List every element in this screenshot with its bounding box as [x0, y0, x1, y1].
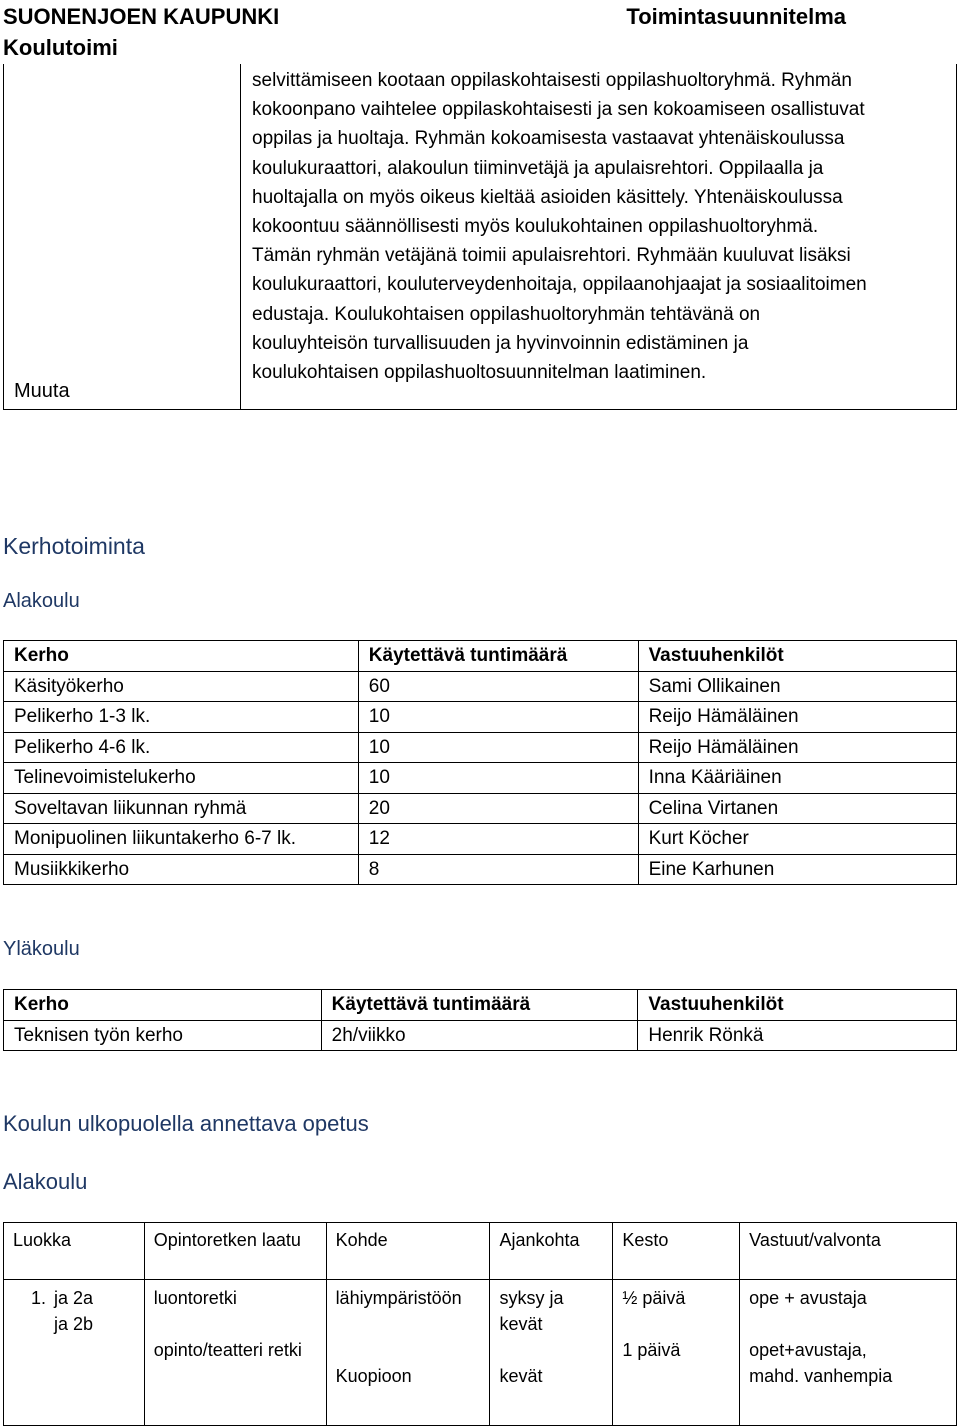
table-row — [4, 702, 957, 733]
table-header-row — [4, 641, 957, 672]
table-cell: Teknisen työn kerho — [4, 1020, 322, 1051]
table-cell: 60 — [358, 671, 638, 702]
muuta-line: selvittämiseen kootaan oppilaskohtaisesti oppilashuoltoryhmä. Ryhmän — [252, 70, 852, 91]
table-cell: 10 — [358, 763, 638, 794]
column-header: Luokka — [4, 1223, 145, 1280]
cell-line: ope + avustaja — [749, 1288, 867, 1308]
subsection-title-ylakoulu: Yläkoulu — [3, 938, 80, 960]
table-cell: Henrik Rönkä — [638, 1020, 957, 1051]
column-header: Ajankohta — [490, 1223, 613, 1280]
cell-line: ½ päivä — [622, 1288, 686, 1308]
column-header: Kerho — [4, 641, 359, 672]
table-cell-kohde — [326, 1280, 490, 1426]
table-cell-kesto — [613, 1280, 740, 1426]
table-row — [4, 793, 957, 824]
table-cell-vastuut — [740, 1280, 957, 1426]
table-cell: 10 — [358, 702, 638, 733]
table-row — [4, 732, 957, 763]
muuta-label: Muuta — [14, 380, 70, 402]
muuta-line: kokoonpano vaihtelee oppilaskohtaisesti ja sen kokoamiseen osallistuvat — [252, 99, 865, 121]
cell-line: Kuopioon — [335, 1366, 412, 1386]
muuta-line: Tämän ryhmän vetäjänä toimii apulaisrehtori. Ryhmään kuuluvat lisäksi — [252, 245, 851, 267]
muuta-label-cell — [4, 64, 241, 410]
cell-line: syksy ja kevät — [499, 1288, 564, 1334]
cell-line: opinto/teatteri retki — [153, 1340, 302, 1360]
table-cell: 12 — [358, 824, 638, 855]
table-cell-ajankohta — [490, 1280, 613, 1426]
muuta-text-cell — [241, 64, 957, 410]
column-header: Kerho — [4, 990, 322, 1021]
table-cell: 8 — [358, 854, 638, 885]
table-cell: Reijo Hämäläinen — [638, 702, 956, 733]
table-cell: Pelikerho 1-3 lk. — [4, 702, 359, 733]
table-header-row — [4, 1223, 957, 1280]
table-cell: 20 — [358, 793, 638, 824]
table-row — [4, 854, 957, 885]
table-cell: Musiikkikerho — [4, 854, 359, 885]
column-header: Vastuuhenkilöt — [638, 641, 956, 672]
luokka-class: ja 2b — [54, 1314, 94, 1334]
table-row — [4, 824, 957, 855]
cell-line: lähiympäristöön — [335, 1288, 462, 1308]
muuta-line: kouluyhteisön turvallisuuden ja hyvinvoinnin edistäminen ja — [252, 332, 749, 354]
muuta-line: huoltajalla on myös oikeus kieltää asioiden käsittely. Yhtenäiskoulussa — [252, 186, 843, 208]
table-row — [4, 671, 957, 702]
column-header: Kohde — [326, 1223, 490, 1280]
subsection-title-alakoulu: Alakoulu — [3, 590, 80, 612]
table-cell: 10 — [358, 732, 638, 763]
luokka-number: 1. — [30, 1288, 46, 1308]
ulkopuolella-table — [3, 1222, 957, 1426]
table-cell: Reijo Hämäläinen — [638, 732, 956, 763]
column-header: Vastuuhenkilöt — [638, 990, 957, 1021]
column-header: Käytettävä tuntimäärä — [321, 990, 638, 1021]
table-cell: 2h/viikko — [321, 1020, 638, 1051]
muuta-line: edustaja. Koulukohtaisen oppilashuoltoryhmän tehtävänä on — [252, 303, 761, 325]
section-title-kerhotoiminta: Kerhotoiminta — [3, 533, 145, 559]
table-cell: Sami Ollikainen — [638, 671, 956, 702]
table-header-row — [4, 990, 957, 1021]
header-doc-type: Toimintasuunnitelma — [626, 4, 846, 29]
muuta-line: koulukohtaisen oppilashuoltosuunnitelman laatiminen. — [252, 362, 707, 384]
table-row — [4, 1280, 957, 1426]
cell-line: luontoretki — [153, 1288, 237, 1308]
table-cell: Monipuolinen liikuntakerho 6-7 lk. — [4, 824, 359, 855]
table-row — [4, 1020, 957, 1051]
table-cell: Pelikerho 4-6 lk. — [4, 732, 359, 763]
table-cell: Kurt Köcher — [638, 824, 956, 855]
column-header: Kesto — [613, 1223, 740, 1280]
table-cell: Telinevoimistelukerho — [4, 763, 359, 794]
table-cell: Celina Virtanen — [638, 793, 956, 824]
muuta-table — [3, 64, 957, 410]
column-header: Vastuut/valvonta — [740, 1223, 957, 1280]
muuta-line: kokoontuu säännöllisesti myös koulukohtainen oppilashuoltoryhmä. — [252, 216, 819, 238]
table-cell: Inna Kääriäinen — [638, 763, 956, 794]
cell-line: kevät — [499, 1366, 543, 1386]
muuta-line: koulukuraattori, alakoulun tiiminvetäjä ja apulaisrehtori. Oppilaalla ja — [252, 157, 824, 179]
cell-line: opet+avustaja, mahd. vanhempia — [749, 1340, 893, 1386]
table-cell: Soveltavan liikunnan ryhmä — [4, 793, 359, 824]
table-row — [4, 763, 957, 794]
luokka-class: ja 2a — [54, 1288, 94, 1308]
table-cell: Eine Karhunen — [638, 854, 956, 885]
subsection-title-alakoulu-2: Alakoulu — [3, 1169, 88, 1194]
cell-line: 1 päivä — [622, 1340, 681, 1360]
table-cell-laatu — [144, 1280, 326, 1426]
table-cell: Käsityökerho — [4, 671, 359, 702]
column-header: Käytettävä tuntimäärä — [358, 641, 638, 672]
kerho-ylakoulu-table — [3, 989, 957, 1051]
column-header: Opintoretken laatu — [144, 1223, 326, 1280]
muuta-line: koulukuraattori, kouluterveydenhoitaja, oppilaanohjaajat ja sosiaalitoimen — [252, 274, 867, 296]
section-title-ulkopuolella: Koulun ulkopuolella annettava opetus — [3, 1111, 369, 1136]
kerho-alakoulu-table — [3, 640, 957, 885]
header-org: SUONENJOEN KAUPUNKI — [3, 4, 280, 29]
muuta-line: oppilas ja huoltaja. Ryhmän kokoamisesta vastaavat yhtenäiskoulussa — [252, 128, 845, 150]
table-cell-luokka — [4, 1280, 145, 1426]
header-dept: Koulutoimi — [3, 35, 118, 60]
